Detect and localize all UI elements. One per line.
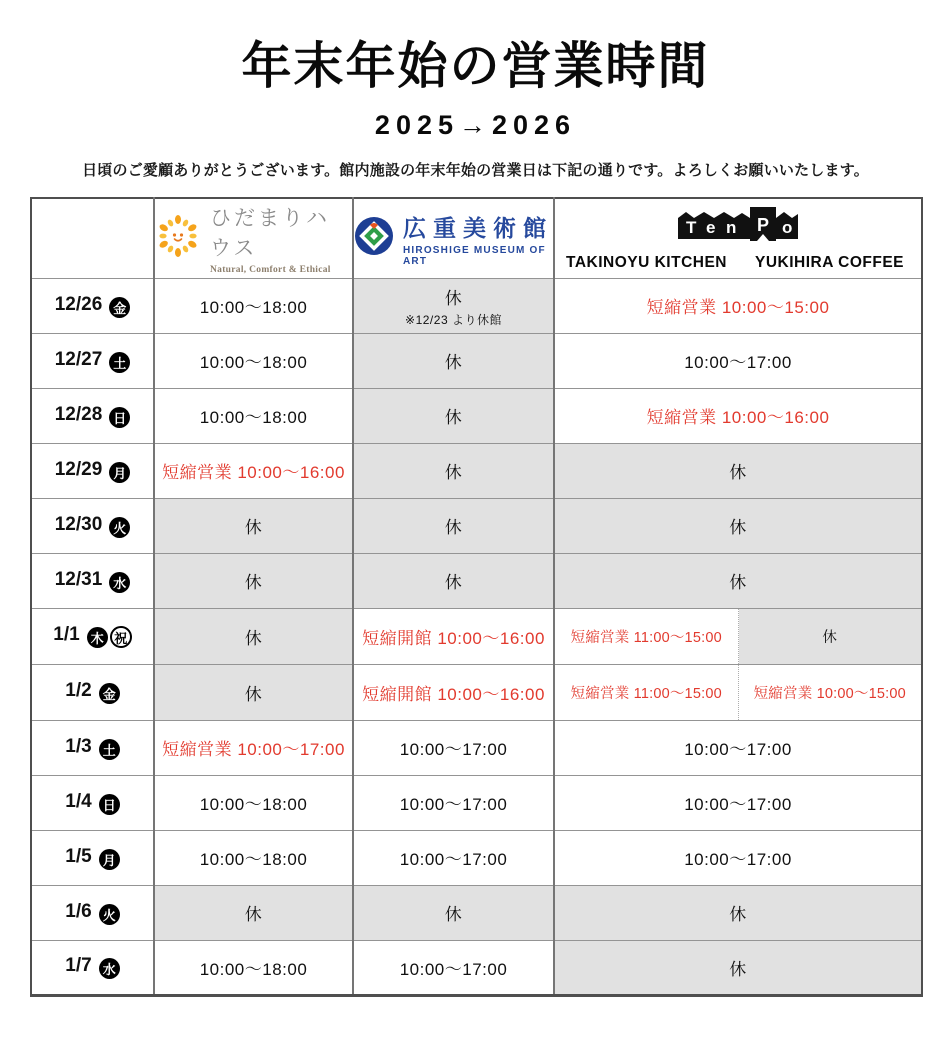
date-column-header (31, 198, 154, 278)
date-label: 1/2 (65, 680, 92, 701)
day-badge: 祝 (110, 626, 132, 648)
header-row (31, 198, 922, 278)
date-cell (31, 775, 154, 830)
sub-cell-takinoyu (555, 609, 739, 664)
date-label: 12/30 (54, 513, 103, 535)
cell-hiroshige (353, 498, 554, 553)
schedule-row (31, 388, 922, 443)
cell-hiroshige (353, 830, 554, 885)
hidamari-logo (155, 202, 352, 275)
schedule-row (31, 885, 922, 940)
cell-text: 10:00〜18:00 (199, 353, 308, 372)
cell-tenpo (554, 885, 922, 940)
cell-text: 10:00〜18:00 (199, 959, 308, 979)
date-cell (31, 664, 154, 720)
cell-text: 休 (822, 629, 838, 646)
cell-text: 休 (444, 573, 463, 592)
svg-text:o: o (782, 217, 793, 237)
cell-hidamari (154, 443, 353, 498)
intro-text: 日頃のご愛顧ありがとうございます。館内施設の年末年始の営業日は下記の通りです。よろしくお願いいたします。 (82, 162, 869, 179)
cell-tenpo (554, 278, 922, 333)
cell-hidamari (154, 278, 353, 333)
tenpo-logo (555, 205, 921, 272)
schedule-table-body (31, 278, 922, 995)
cell-text: 10:00〜17:00 (399, 850, 508, 869)
cell-hidamari (154, 608, 353, 664)
tenpo-banner-icon (672, 205, 804, 248)
schedule-row (31, 333, 922, 388)
hiroshige-name: 広重美術館 (403, 214, 553, 241)
day-badge: 火 (109, 517, 130, 538)
day-badge: 月 (99, 849, 120, 870)
schedule-row (31, 608, 922, 664)
day-badge: 火 (99, 904, 120, 925)
cell-hiroshige (353, 333, 554, 388)
split-wrap (555, 609, 921, 664)
cell-text: 休 (244, 518, 263, 537)
svg-text:P: P (757, 214, 770, 235)
page-title: 年末年始の営業時間 (241, 38, 710, 94)
sub-cell-yukihira (739, 665, 922, 720)
date-label: 1/4 (65, 790, 92, 812)
year-range: 2025→2026 (374, 110, 577, 140)
date-cell (31, 443, 154, 498)
cell-tenpo (554, 720, 922, 775)
hiroshige-subtitle: HIROSHIGE MUSEUM OF ART (403, 244, 546, 267)
cell-text: 10:00〜17:00 (684, 795, 792, 814)
hidamari-column-header (154, 198, 353, 278)
date-cell (31, 388, 154, 443)
date-cell (31, 940, 154, 995)
date-label: 12/27 (54, 348, 103, 370)
hidamari-tagline: Natural, Comfort & Ethical (210, 264, 331, 275)
schedule-row (31, 278, 922, 333)
cell-hidamari (154, 388, 353, 443)
notice-page (0, 26, 951, 1050)
cell-text: 短縮営業 10:00〜16:00 (646, 408, 830, 427)
header (0, 26, 951, 180)
date-label: 12/28 (54, 403, 103, 425)
schedule-row (31, 720, 922, 775)
cell-text: 短縮営業 10:00〜16:00 (162, 463, 345, 482)
cell-tenpo (554, 388, 922, 443)
split-wrap (555, 665, 921, 720)
cell-tenpo (554, 830, 922, 885)
tenpo-label-yukihira: YUKIHIRA COFFEE (754, 253, 904, 271)
date-cell (31, 278, 154, 333)
cell-text: 10:00〜17:00 (399, 795, 508, 814)
cell-text: 10:00〜17:00 (684, 353, 792, 372)
day-badge: 金 (109, 297, 130, 318)
sub-cell-yukihira (739, 609, 922, 664)
cell-note: ※12/23 より休館 (405, 312, 502, 327)
cell-hidamari (154, 775, 353, 830)
cell-text: 休 (729, 518, 747, 537)
date-cell (31, 720, 154, 775)
cell-hiroshige (353, 940, 554, 995)
cell-text: 休 (244, 628, 263, 648)
date-label: 1/1 (53, 623, 80, 645)
cell-text: 休 (729, 905, 747, 924)
cell-text: 休 (444, 518, 463, 537)
schedule-row (31, 830, 922, 885)
cell-text: 10:00〜17:00 (684, 740, 792, 759)
date-label: 12/26 (54, 293, 103, 315)
cell-text: 10:00〜18:00 (199, 298, 308, 317)
schedule-row (31, 775, 922, 830)
cell-text: 休 (444, 408, 463, 427)
cell-hiroshige (353, 664, 554, 720)
svg-text:n: n (726, 217, 737, 237)
day-badge: 日 (109, 407, 130, 428)
cell-text: 短縮開館 10:00〜16:00 (362, 628, 545, 648)
schedule-row (31, 443, 922, 498)
tenpo-label-takinoyu: TAKINOYU KITCHEN (566, 253, 727, 271)
hidamari-name: ひだまりハウス (210, 206, 330, 260)
hiroshige-logo (354, 210, 553, 267)
cell-text: 10:00〜17:00 (684, 850, 792, 869)
day-badge: 土 (99, 739, 120, 760)
cell-text: 短縮営業 11:00〜15:00 (570, 629, 722, 646)
sub-cell-takinoyu (555, 665, 739, 720)
cell-text: 休 (244, 905, 263, 924)
cell-text: 短縮営業 10:00〜17:00 (162, 740, 345, 759)
date-cell (31, 608, 154, 664)
cell-tenpo (554, 443, 922, 498)
schedule-row (31, 553, 922, 608)
cell-hidamari (154, 885, 353, 940)
cell-hidamari (154, 333, 353, 388)
cell-hiroshige (353, 553, 554, 608)
schedule-row (31, 498, 922, 553)
hiroshige-mark-icon (354, 216, 394, 261)
cell-text: 休 (244, 684, 263, 704)
date-cell (31, 553, 154, 608)
cell-hiroshige (353, 608, 554, 664)
cell-hiroshige (353, 720, 554, 775)
day-badge: 日 (99, 794, 120, 815)
cell-text: 10:00〜18:00 (199, 795, 308, 814)
date-label: 1/7 (65, 955, 92, 976)
cell-tenpo (554, 775, 922, 830)
cell-text: 短縮開館 10:00〜16:00 (362, 684, 545, 704)
cell-text: 休 (444, 905, 463, 924)
cell-text: 休 (244, 573, 263, 592)
schedule-table (30, 197, 923, 997)
schedule-table-head (31, 198, 922, 278)
cell-text: 10:00〜18:00 (199, 850, 308, 869)
cell-hidamari (154, 720, 353, 775)
day-badge: 水 (99, 958, 120, 979)
date-cell (31, 830, 154, 885)
cell-hidamari (154, 553, 353, 608)
cell-text: 休 (729, 959, 747, 979)
day-badge: 金 (99, 683, 120, 704)
hidamari-sun-icon (155, 213, 201, 264)
cell-text: 休 (444, 288, 463, 308)
cell-tenpo (554, 664, 922, 720)
cell-hiroshige (353, 775, 554, 830)
date-cell (31, 333, 154, 388)
cell-hiroshige (353, 443, 554, 498)
cell-text: 短縮営業 10:00〜15:00 (646, 298, 830, 317)
day-badge: 水 (109, 572, 130, 593)
date-label: 1/6 (65, 900, 92, 922)
cell-tenpo (554, 940, 922, 995)
day-badge: 木 (87, 627, 108, 648)
day-badge: 月 (109, 462, 130, 483)
svg-text:e: e (706, 217, 716, 237)
date-label: 1/5 (65, 845, 92, 867)
tenpo-column-header (554, 198, 922, 278)
cell-text: 休 (444, 463, 463, 482)
cell-hidamari (154, 830, 353, 885)
date-cell (31, 498, 154, 553)
cell-hidamari (154, 940, 353, 995)
cell-text: 短縮営業 10:00〜15:00 (753, 685, 906, 702)
cell-text: 10:00〜17:00 (399, 959, 508, 979)
cell-tenpo (554, 333, 922, 388)
cell-tenpo (554, 553, 922, 608)
cell-text: 10:00〜18:00 (199, 408, 308, 427)
cell-text: 10:00〜17:00 (399, 740, 508, 759)
date-cell (31, 885, 154, 940)
date-label: 12/29 (54, 458, 103, 480)
cell-hiroshige (353, 388, 554, 443)
cell-tenpo (554, 498, 922, 553)
cell-text: 短縮営業 11:00〜15:00 (570, 685, 722, 702)
cell-hidamari (154, 664, 353, 720)
cell-hiroshige (353, 278, 554, 333)
day-badge: 土 (109, 352, 130, 373)
schedule-row (31, 940, 922, 995)
date-label: 1/3 (65, 735, 92, 757)
cell-hidamari (154, 498, 353, 553)
cell-tenpo (554, 608, 922, 664)
date-label: 12/31 (54, 568, 103, 590)
svg-text:T: T (686, 217, 697, 237)
hiroshige-column-header (353, 198, 554, 278)
cell-text: 休 (729, 463, 747, 482)
cell-text: 休 (444, 353, 463, 372)
schedule-row (31, 664, 922, 720)
cell-text: 休 (729, 573, 747, 592)
cell-hiroshige (353, 885, 554, 940)
